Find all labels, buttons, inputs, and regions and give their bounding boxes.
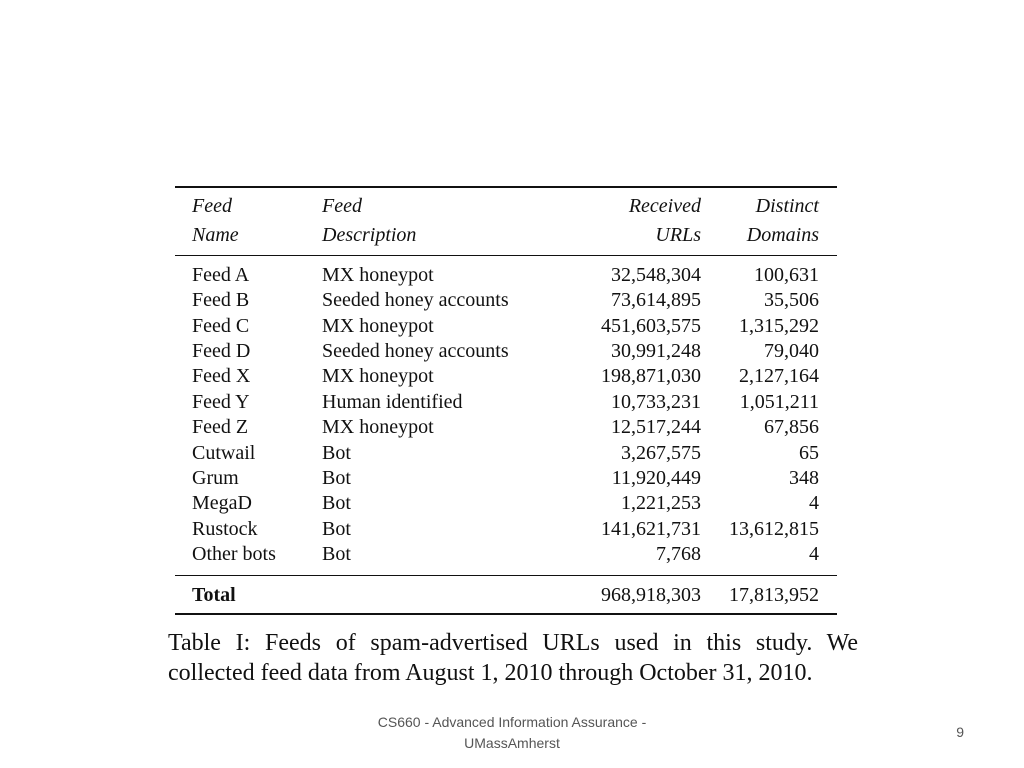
cell-distinct-domains: 13,612,815	[729, 517, 819, 540]
cell-distinct-domains: 65	[799, 441, 819, 464]
cell-distinct-domains: 2,127,164	[739, 365, 819, 388]
table-row	[175, 288, 837, 313]
cell-received-urls: 11,920,449	[611, 467, 701, 490]
cell-feed-name: MegaD	[192, 492, 252, 515]
header-distinct-domains-line2: Domains	[703, 223, 837, 255]
cell-feed-description: Bot	[322, 467, 351, 490]
cell-distinct-domains: 4	[703, 542, 837, 575]
total-distinct-domains: 17,813,952	[703, 575, 837, 614]
cell-received-urls: 3,267,575	[621, 441, 701, 464]
header-feed-name-line1: Feed	[192, 195, 232, 217]
cell-feed-description: Bot	[322, 492, 351, 515]
cell-distinct-domains: 100,631	[754, 263, 819, 286]
cell-feed-description: Bot	[322, 517, 351, 540]
header-received-urls-line2: URLs	[562, 223, 703, 255]
footer-line-1: CS660 - Advanced Information Assurance -	[377, 714, 647, 730]
cell-feed-description: MX honeypot	[322, 314, 434, 337]
table-caption: Table I: Feeds of spam-advertised URLs used in this study. We collected feed data from August 1, 2010 through October 31, 2010.	[168, 630, 858, 686]
cell-feed-name: Feed C	[192, 314, 250, 337]
table-row	[175, 517, 837, 542]
cell-received-urls: 73,614,895	[611, 289, 701, 312]
cell-feed-name: Cutwail	[192, 441, 256, 464]
cell-received-urls: 7,768	[562, 542, 703, 575]
cell-feed-name: Other bots	[175, 542, 322, 575]
total-description-empty	[322, 575, 562, 614]
cell-feed-name: Feed D	[192, 340, 251, 363]
cell-feed-description: Seeded honey accounts	[322, 340, 509, 363]
total-received-urls: 968,918,303	[562, 575, 703, 614]
cell-feed-name: Feed Z	[192, 416, 249, 439]
cell-feed-description: Seeded honey accounts	[322, 289, 509, 312]
table-row	[175, 466, 837, 491]
header-feed-name-line2: Name	[175, 223, 322, 255]
cell-distinct-domains: 35,506	[764, 289, 819, 312]
table-header-row-1	[175, 187, 837, 223]
header-feed-description-line2: Description	[322, 223, 562, 255]
cell-received-urls: 451,603,575	[601, 314, 701, 337]
header-feed-description-line1: Feed	[322, 195, 362, 217]
cell-feed-name: Feed Y	[192, 390, 250, 413]
cell-received-urls: 141,621,731	[601, 517, 701, 540]
cell-feed-name: Feed X	[192, 365, 251, 388]
cell-received-urls: 32,548,304	[611, 263, 701, 286]
feeds-table	[175, 186, 837, 615]
table-total-row	[175, 575, 837, 614]
total-label: Total	[175, 575, 322, 614]
header-distinct-domains-line1: Distinct	[755, 195, 819, 217]
cell-received-urls: 30,991,248	[611, 340, 701, 363]
feeds-table-container	[175, 186, 837, 615]
footer-line-2: UMassAmherst	[464, 735, 560, 751]
cell-distinct-domains: 1,315,292	[739, 314, 819, 337]
slide-footer	[352, 712, 672, 754]
table-row	[175, 491, 837, 516]
table-row	[175, 390, 837, 415]
table-row	[175, 415, 837, 440]
cell-distinct-domains: 79,040	[764, 340, 819, 363]
cell-feed-name: Grum	[192, 467, 239, 490]
cell-feed-description: Bot	[322, 542, 562, 575]
cell-distinct-domains: 4	[809, 492, 819, 515]
cell-feed-name: Feed B	[192, 289, 250, 312]
cell-feed-description: MX honeypot	[322, 263, 434, 286]
cell-distinct-domains: 348	[789, 467, 819, 490]
cell-distinct-domains: 1,051,211	[739, 390, 819, 413]
table-header-row-2	[175, 223, 837, 255]
cell-feed-description: MX honeypot	[322, 416, 434, 439]
table-row	[175, 339, 837, 364]
table-row	[175, 441, 837, 466]
cell-feed-name: Rustock	[192, 517, 258, 540]
cell-received-urls: 1,221,253	[621, 492, 701, 515]
header-received-urls-line1: Received	[628, 195, 701, 217]
cell-feed-description: MX honeypot	[322, 365, 434, 388]
cell-received-urls: 198,871,030	[601, 365, 701, 388]
cell-feed-description: Bot	[322, 441, 351, 464]
page-number: 9	[956, 724, 964, 740]
table-row	[175, 255, 837, 288]
table-row	[175, 314, 837, 339]
cell-received-urls: 10,733,231	[611, 390, 701, 413]
cell-feed-description: Human identified	[322, 390, 463, 413]
cell-received-urls: 12,517,244	[611, 416, 701, 439]
cell-distinct-domains: 67,856	[764, 416, 819, 439]
table-row	[175, 364, 837, 389]
cell-feed-name: Feed A	[192, 263, 250, 286]
table-row	[175, 542, 837, 575]
